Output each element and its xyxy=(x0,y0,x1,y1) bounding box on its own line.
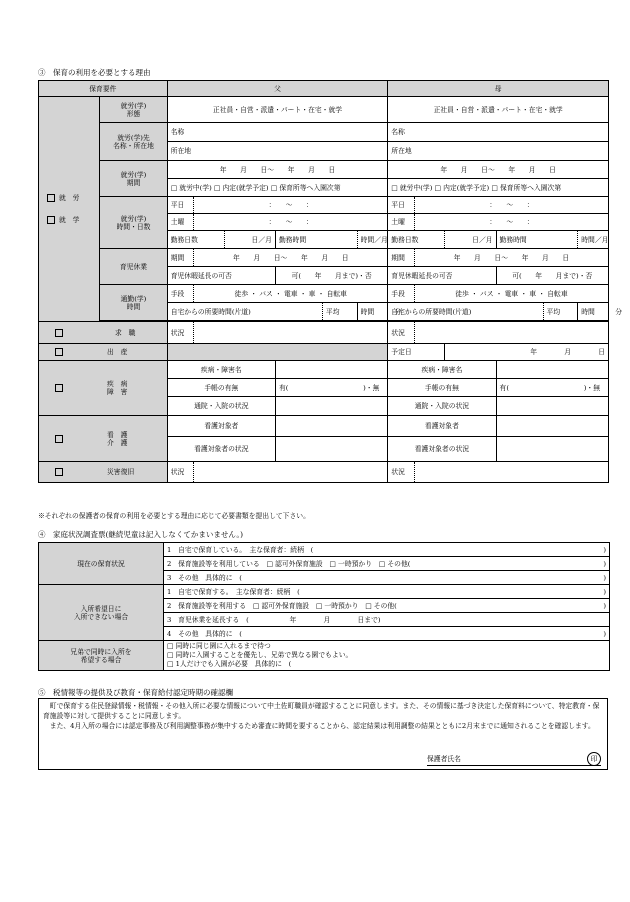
commute-label: 通勤(学) 時間 xyxy=(100,285,167,321)
mother-job-status-label: 状況 xyxy=(388,322,415,344)
birth-row: 出 産 xyxy=(39,344,168,361)
unable-item-4[interactable]: 4 その他 具体的に ( ) xyxy=(164,627,610,641)
unable-label: 入所希望日に 入所できない場合 xyxy=(39,585,164,641)
illness-checkbox[interactable] xyxy=(55,384,63,392)
father-days-label: 勤務日数 xyxy=(167,231,224,249)
mother-work-form[interactable]: 正社員・自営・派遣・パート・在宅・就学 xyxy=(388,97,609,123)
father-job-status-label: 状況 xyxy=(167,322,194,344)
nursing-row: 看 護 介 護 xyxy=(39,416,168,462)
mother-commute-time[interactable]: 時間 分 xyxy=(578,303,609,321)
mother-disaster-status-label: 状況 xyxy=(388,462,415,483)
due-date[interactable]: 年 月 日 xyxy=(445,344,609,361)
unable-item-2[interactable]: 2 保育施設等を利用する □ 認可外保育施設 □ 一時預かり □ その他( ) xyxy=(164,599,610,613)
work-study-group: 就 労 就 学 xyxy=(39,97,100,322)
father-leave-dates[interactable]: 年 月 日～ 年 月 日 xyxy=(194,249,388,267)
sibling-option-2[interactable]: □ 同時に入園することを優先し、兄弟で異なる園でもよい。 xyxy=(167,651,353,659)
father-means-label: 手段 xyxy=(167,285,194,303)
disaster-row: 災害復旧 xyxy=(39,462,168,483)
father-commute-avg: 平均 xyxy=(322,303,357,321)
mother-workplace-name[interactable]: 名称 xyxy=(388,123,609,142)
father-disaster-status[interactable] xyxy=(194,462,388,483)
guardian-signature-line[interactable] xyxy=(427,753,601,766)
current-care-item-3[interactable]: 3 その他 具体的に ( ) xyxy=(164,571,610,585)
mother-commute-time-label: 自宅からの所要時間(片道) xyxy=(388,303,543,321)
father-hours-label: 勤務時間 xyxy=(275,231,357,249)
mother-days-label: 勤務日数 xyxy=(388,231,445,249)
workplace-label: 就労(学)先 名称・所在地 xyxy=(100,123,167,161)
sibling-label: 兄弟で同時に入所を 希望する場合 xyxy=(39,641,164,671)
childcare-leave-label: 育児休業 xyxy=(100,249,167,285)
header-father: 父 xyxy=(167,81,388,97)
nursing-checkbox[interactable] xyxy=(55,435,63,443)
father-nursing-target[interactable] xyxy=(275,416,387,437)
section5-title: ⑤ 税情報等の提供及び教育・保育給付認定時期の確認欄 xyxy=(38,688,233,697)
father-leave-period-label: 期間 xyxy=(167,249,194,267)
mother-illness-name-label: 疾病・障害名 xyxy=(388,361,496,379)
mother-hospital-label: 通院・入院の状況 xyxy=(388,397,496,416)
mother-nursing-status-label: 看護対象者の状況 xyxy=(388,437,496,462)
father-handbook-label: 手帳の有無 xyxy=(167,379,275,397)
consent-paragraph-1: 町で保育する住民登録情報・税情報・その他入所に必要な情報について中土佐町職員が確認することに同意します。また、その情報に基づき決定した保育料について、特定教育・保育施設等に対して提供することに同意します。 xyxy=(43,702,600,720)
disaster-checkbox[interactable] xyxy=(55,468,63,476)
seal-mark: 印 xyxy=(587,752,601,766)
work-form-label: 就労(学) 形態 xyxy=(100,97,167,123)
birth-checkbox[interactable] xyxy=(55,348,63,356)
mother-illness-name[interactable] xyxy=(496,361,608,379)
unable-item-1[interactable]: 1 自宅で保育する。 主な保育者：続柄 ( ) xyxy=(164,585,610,599)
mother-saturday-time[interactable]: ： ～ ： xyxy=(414,214,608,231)
work-period-label: 就労(学) 期間 xyxy=(100,161,167,197)
father-disaster-status-label: 状況 xyxy=(167,462,194,483)
childcare-reason-table xyxy=(38,80,623,483)
mother-means[interactable]: 徒歩 ・ バス ・ 電車 ・ 車 ・ 自転車 xyxy=(414,285,608,303)
mother-weekday-label: 平日 xyxy=(388,197,415,214)
mother-nursing-target-label: 看護対象者 xyxy=(388,416,496,437)
father-work-period[interactable]: 年 月 日～ 年 月 日 xyxy=(167,161,388,179)
mother-weekday-time[interactable]: ： ～ ： xyxy=(414,197,608,214)
mother-saturday-label: 土曜 xyxy=(388,214,415,231)
mother-work-status[interactable]: □ 就労中(学) □ 内定(就学予定) □ 保育所等へ入園次第 xyxy=(388,179,609,197)
father-leave-ext[interactable]: 可( 年 月まで)・否 xyxy=(275,267,387,285)
mother-hours-label: 勤務時間 xyxy=(496,231,578,249)
father-work-form[interactable]: 正社員・自営・派遣・パート・在宅・就学 xyxy=(167,97,388,123)
mother-hospital[interactable] xyxy=(496,397,608,416)
father-weekday-time[interactable]: ： ～ ： xyxy=(194,197,388,214)
mother-hours-unit[interactable]: 時間／月 xyxy=(578,231,609,249)
sibling-options[interactable] xyxy=(164,641,610,671)
mother-handbook-label: 手帳の有無 xyxy=(388,379,496,397)
mother-workplace-address[interactable]: 所在地 xyxy=(388,142,609,161)
current-care-label: 現在の保育状況 xyxy=(39,543,164,585)
father-saturday-label: 土曜 xyxy=(167,214,194,231)
mother-job-status[interactable] xyxy=(414,322,608,344)
work-hours-label: 就労(学) 時間・日数 xyxy=(100,197,167,249)
father-work-status[interactable]: □ 就労中(学) □ 内定(就学予定) □ 保育所等へ入園次第 xyxy=(167,179,388,197)
due-date-label: 予定日 xyxy=(388,344,445,361)
current-care-item-1[interactable]: 1 自宅で保育している。 主な保育者：続柄 ( ) xyxy=(164,543,610,557)
father-handbook[interactable]: 有( )・無 xyxy=(275,379,387,397)
section3-title: ③ 保育の利用を必要とする理由 xyxy=(38,68,151,77)
family-status-table xyxy=(38,542,610,671)
mother-means-label: 手段 xyxy=(388,285,415,303)
mother-disaster-status[interactable] xyxy=(414,462,608,483)
father-commute-time[interactable]: 時間 分 xyxy=(357,303,388,321)
mother-nursing-target[interactable] xyxy=(496,416,608,437)
father-commute-time-label: 自宅からの所要時間(片道) xyxy=(167,303,322,321)
section4-title: ④ 家庭状況調査票(継続児童は記入しなくてかまいません。) xyxy=(38,530,244,539)
study-checkbox[interactable] xyxy=(47,216,55,224)
mother-leave-ext[interactable]: 可( 年 月まで)・否 xyxy=(496,267,608,285)
father-nursing-status[interactable] xyxy=(275,437,387,462)
father-nursing-status-label: 看護対象者の状況 xyxy=(167,437,275,462)
mother-leave-dates[interactable]: 年 月 日～ 年 月 日 xyxy=(414,249,608,267)
consent-box xyxy=(38,698,608,770)
mother-handbook[interactable]: 有( )・無 xyxy=(496,379,608,397)
father-saturday-time[interactable]: ： ～ ： xyxy=(194,214,388,231)
father-job-status[interactable] xyxy=(194,322,388,344)
header-mother: 母 xyxy=(388,81,609,97)
father-weekday-label: 平日 xyxy=(167,197,194,214)
father-days-unit[interactable]: 日／月 xyxy=(224,231,275,249)
mother-work-period[interactable]: 年 月 日～ 年 月 日 xyxy=(388,161,609,179)
sibling-option-1[interactable]: □ 同時に同じ園に入れるまで待つ xyxy=(167,642,271,650)
father-illness-name[interactable] xyxy=(275,361,387,379)
unable-item-3[interactable]: 3 育児休業を延長する ( 年 月 日まで) xyxy=(164,613,610,627)
header-requirement: 保育要件 xyxy=(39,81,168,97)
mother-commute-avg: 平均 xyxy=(543,303,578,321)
mother-leave-ext-label: 育児休暇延長の可否 xyxy=(388,267,496,285)
current-care-item-2[interactable]: 2 保育施設等を利用している □ 認可外保育施設 □ 一時預かり □ その他( ) xyxy=(164,557,610,571)
father-birth-na xyxy=(167,344,388,361)
guardian-name-label: 保護者氏名 xyxy=(427,755,461,763)
mother-days-unit[interactable]: 日／月 xyxy=(445,231,496,249)
father-workplace-name[interactable]: 名称 xyxy=(167,123,388,142)
father-hospital-label: 通院・入院の状況 xyxy=(167,397,275,416)
illness-row: 疾 病 障 害 xyxy=(39,361,168,416)
job-seeking-checkbox[interactable] xyxy=(55,329,63,337)
job-seeking-row: 求 職 xyxy=(39,322,168,344)
father-leave-ext-label: 育児休暇延長の可否 xyxy=(167,267,275,285)
father-hospital[interactable] xyxy=(275,397,387,416)
section3-footnote: ※それぞれの保護者の保育の利用を必要とする理由に応じて必要書類を提出して下さい。 xyxy=(38,512,310,520)
father-illness-name-label: 疾病・障害名 xyxy=(167,361,275,379)
work-checkbox[interactable] xyxy=(47,194,55,202)
father-hours-unit[interactable]: 時間／月 xyxy=(357,231,388,249)
mother-nursing-status[interactable] xyxy=(496,437,608,462)
father-workplace-address[interactable]: 所在地 xyxy=(167,142,388,161)
mother-leave-period-label: 期間 xyxy=(388,249,415,267)
father-nursing-target-label: 看護対象者 xyxy=(167,416,275,437)
father-means[interactable]: 徒歩 ・ バス ・ 電車 ・ 車 ・ 自転車 xyxy=(194,285,388,303)
consent-paragraph-2: また、4月入所の場合には認定事務及び利用調整事務が集中するため審査に時間を要することから、認定結果は利用調整の結果とともに2月末までに通知されることを確認します。 xyxy=(43,722,595,730)
sibling-option-3[interactable]: □ 1人だけでも入園が必要 具体的に ( xyxy=(167,660,292,668)
